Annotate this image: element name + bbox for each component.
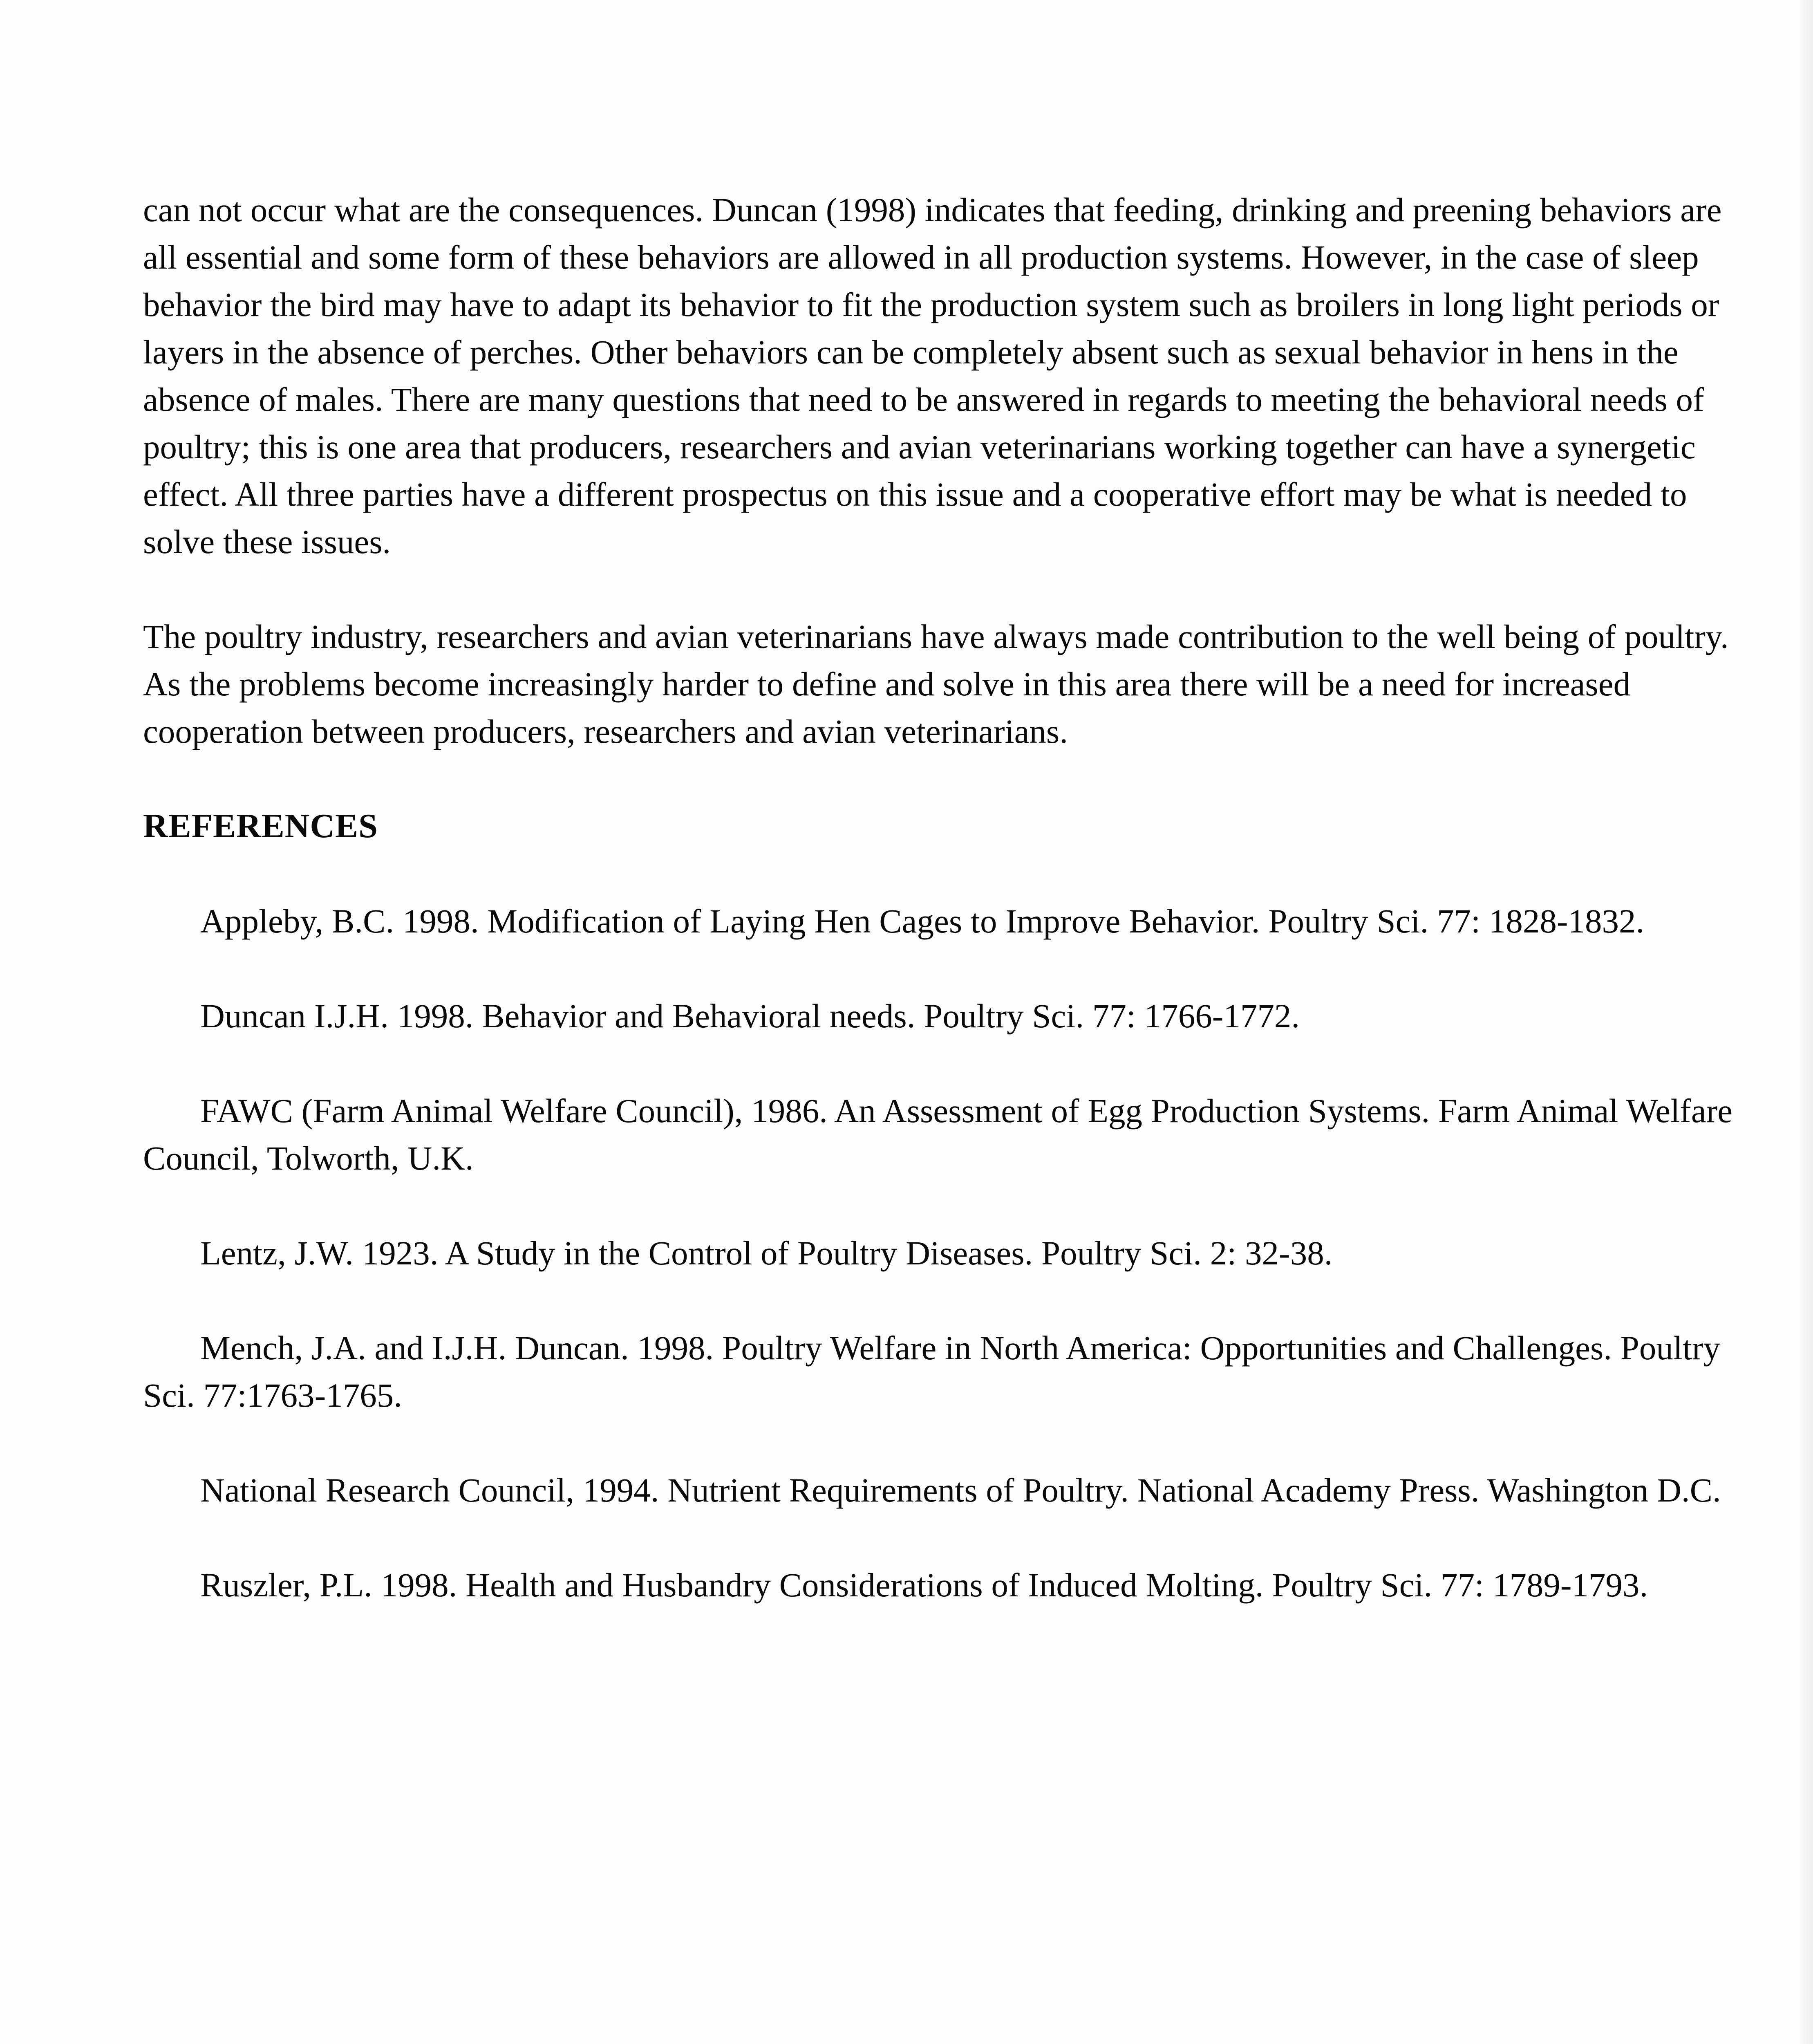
reference-item-mench: Mench, J.A. and I.J.H. Duncan. 1998. Poultry Welfare in North America: Opportunities and Challenges. Poultry Sci. 77:1763-1765. (143, 1329, 1721, 1414)
reference-item-lentz: Lentz, J.W. 1923. A Study in the Control of Poultry Diseases. Poultry Sci. 2: 32-38. (200, 1234, 1333, 1272)
references-heading: REFERENCES (143, 807, 378, 845)
scan-edge-shadow (1797, 0, 1813, 2044)
reference-item-appleby: Appleby, B.C. 1998. Modification of Laying Hen Cages to Improve Behavior. Poultry Sci. 77: 1828-1832. (200, 902, 1645, 940)
body-paragraph-2: The poultry industry, researchers and avian veterinarians have always made contribution to the well being of poultry. As the problems become increasingly harder to define and solve in this area there will be a need for increased cooperation between producers, researchers and avian veterinarians. (143, 618, 1729, 750)
reference-item-fawc: FAWC (Farm Animal Welfare Council), 1986. An Assessment of Egg Production Systems. Farm Animal Welfare Council, Tolworth, U.K. (143, 1092, 1733, 1177)
page-content (143, 186, 1737, 1656)
reference-item-nrc: National Research Council, 1994. Nutrient Requirements of Poultry. National Academy Press. Washington D.C. (200, 1471, 1721, 1509)
reference-item-ruszler: Ruszler, P.L. 1998. Health and Husbandry Considerations of Induced Molting. Poultry Sci. 77: 1789-1793. (200, 1566, 1648, 1604)
reference-item-duncan: Duncan I.J.H. 1998. Behavior and Behavioral needs. Poultry Sci. 77: 1766-1772. (200, 997, 1300, 1035)
body-paragraph-1: can not occur what are the consequences. Duncan (1998) indicates that feeding, drinking and preening behaviors are all essential and some form of these behaviors are allowed in all production systems. However, in the case of sleep behavior the bird may have to adapt its behavior to fit the production system such as broilers in long light periods or layers in the absence of perches. Other behaviors can be completely absent such as sexual behavior in hens in the absence of males. There are many questions that need to be answered in regards to meeting the behavioral needs of poultry; this is one area that producers, researchers and avian veterinarians working together can have a synergetic effect. All three parties have a different prospectus on this issue and a cooperative effort may be what is needed to solve these issues. (143, 191, 1722, 560)
